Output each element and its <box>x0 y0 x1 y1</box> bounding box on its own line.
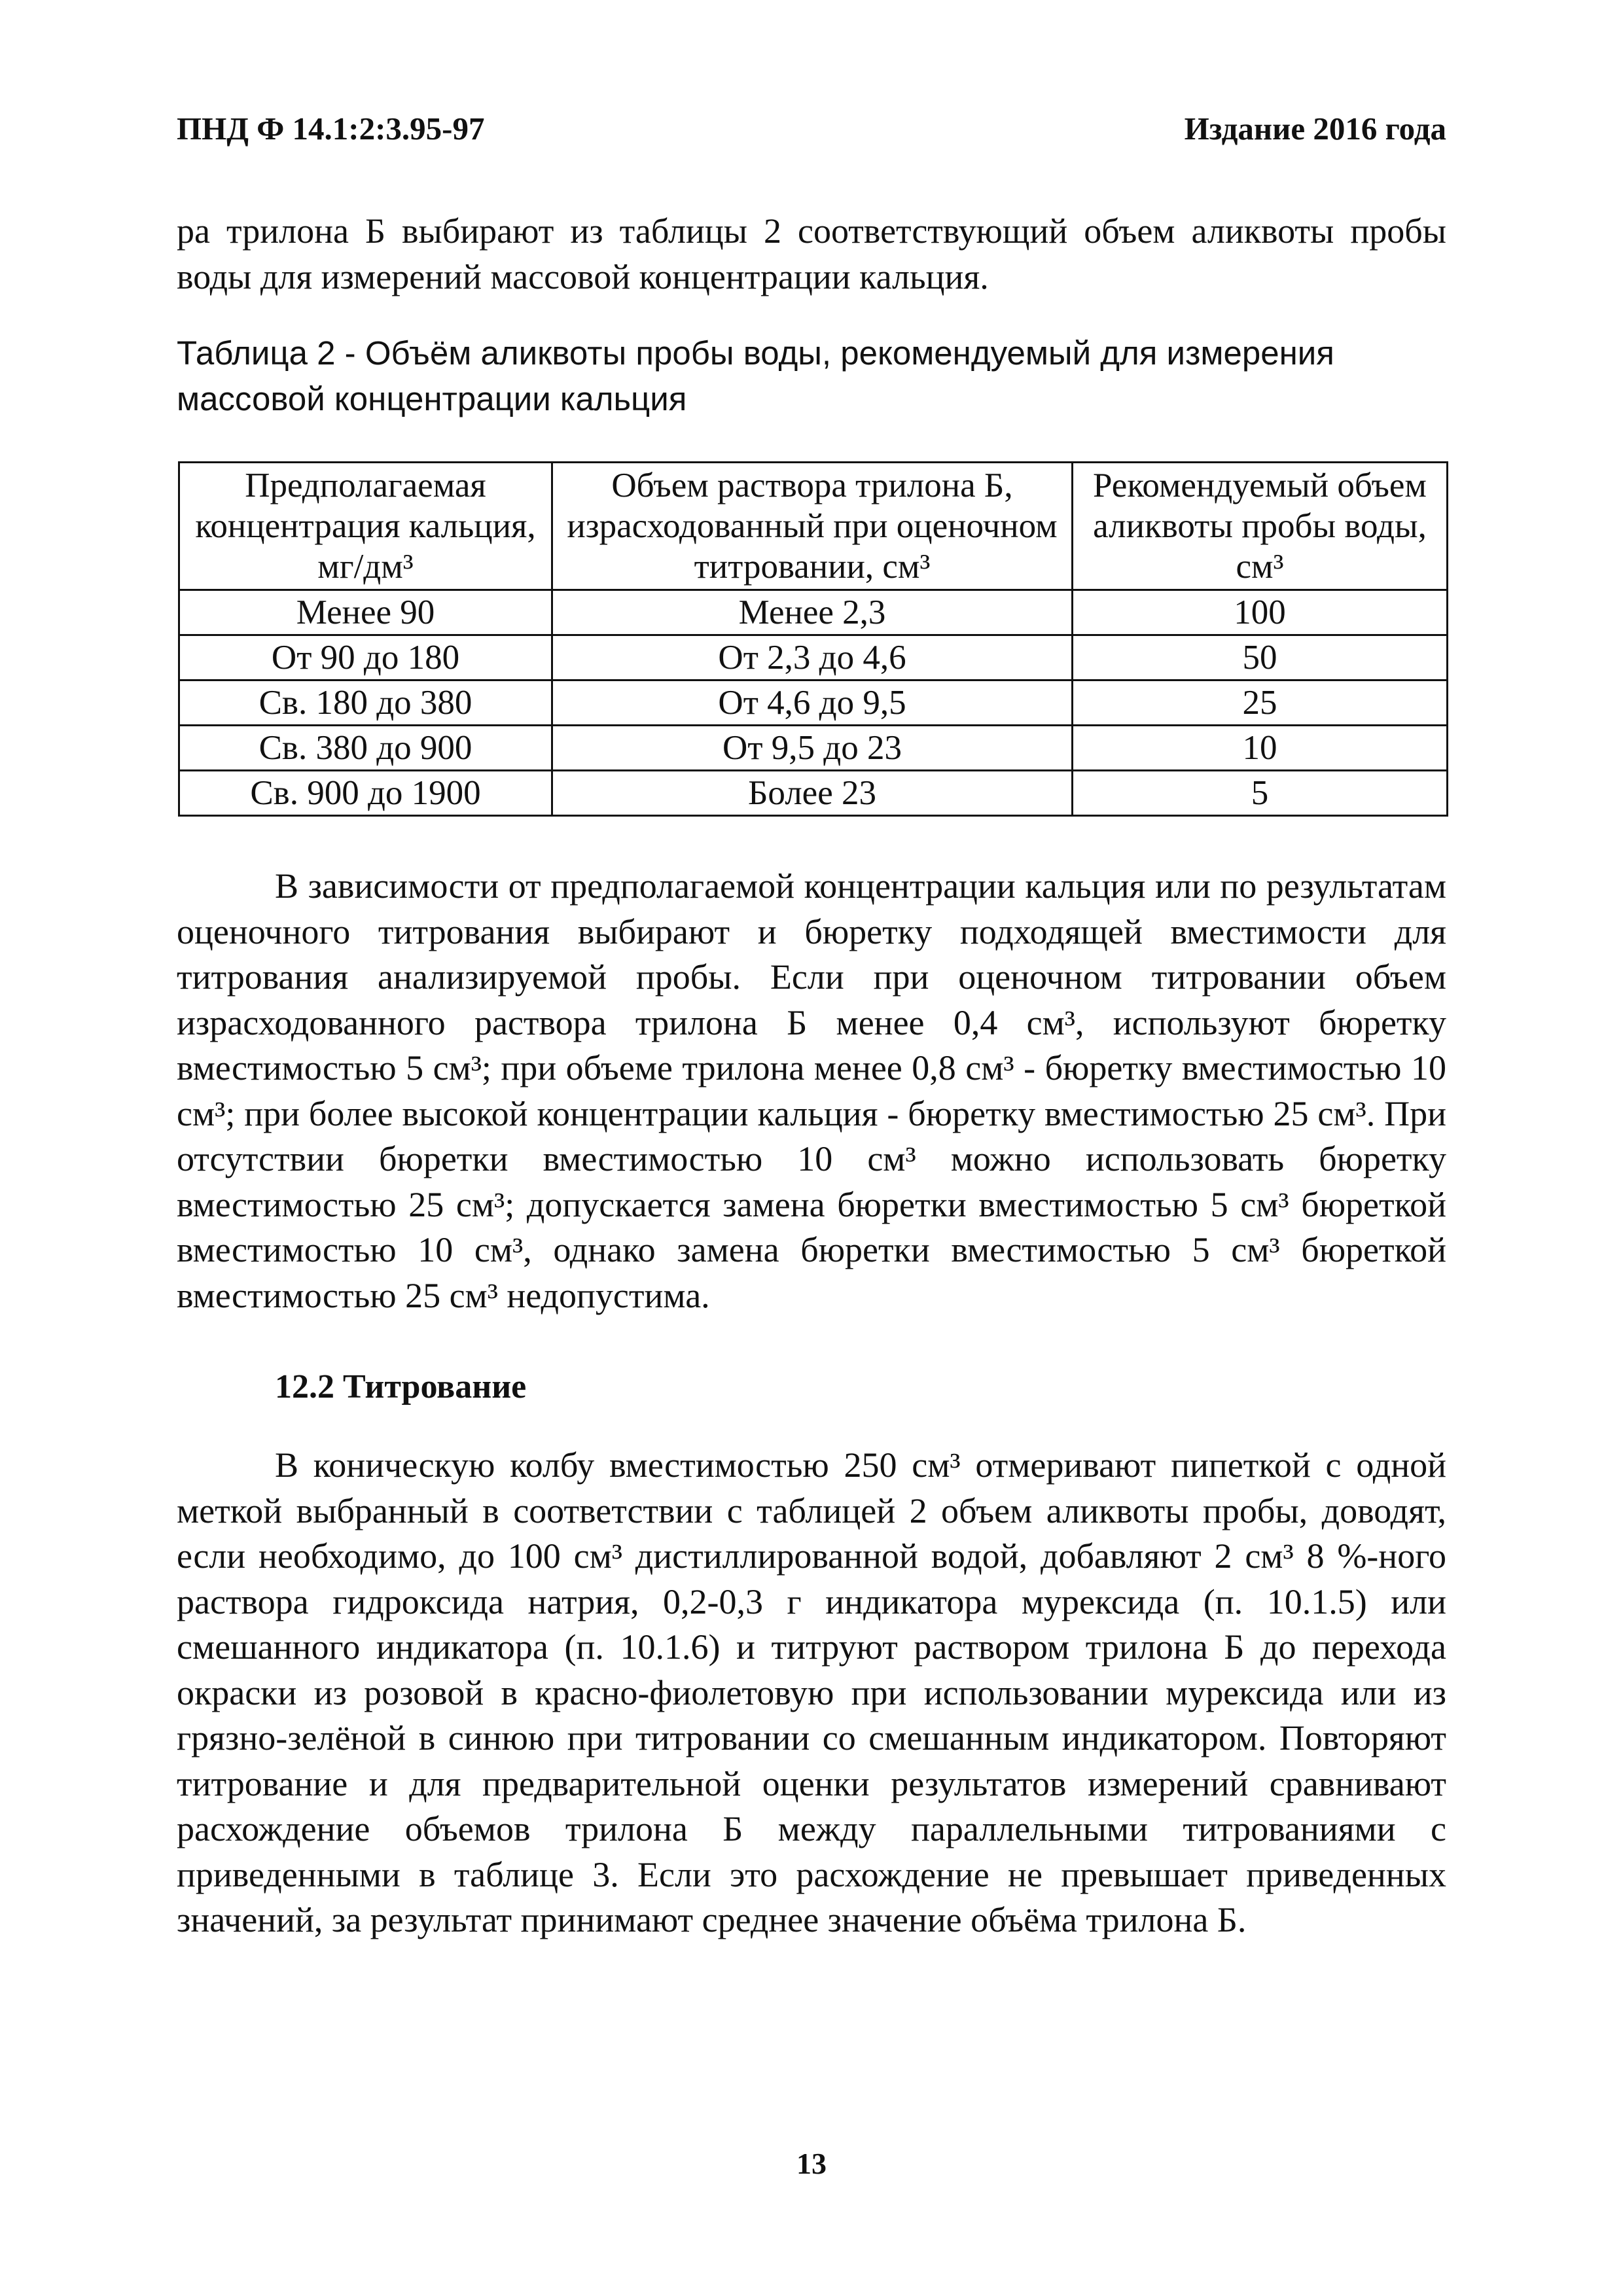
section-title: 12.2 Титрование <box>275 1368 527 1405</box>
table-cell: Св. 380 до 900 <box>179 726 552 771</box>
table-cell: От 4,6 до 9,5 <box>552 680 1073 726</box>
header-trilon-volume: Объем раствора трилона Б, израсходованный при оценочном титровании, см³ <box>552 463 1073 590</box>
table-cell: 10 <box>1073 726 1448 771</box>
document-page <box>177 0 1446 2296</box>
table-row <box>179 726 1448 771</box>
header-aliquot-volume: Рекомендуемый объем аликвоты пробы воды, см³ <box>1073 463 1448 590</box>
table-caption: Таблица 2 - Объём аликвоты пробы воды, рекомендуемый для измерения массовой концентрации кальция <box>177 334 1334 417</box>
table-cell: Более 23 <box>552 771 1073 816</box>
table-cell: От 90 до 180 <box>179 635 552 680</box>
table-header-row <box>179 463 1448 590</box>
table-row <box>179 771 1448 816</box>
page-number: 13 <box>796 2147 827 2180</box>
table-cell: Св. 180 до 380 <box>179 680 552 726</box>
document-code: ПНД Ф 14.1:2:3.95-97 <box>177 111 485 147</box>
table-cell: Менее 2,3 <box>552 590 1073 635</box>
burette-selection-paragraph: В зависимости от предполагаемой концентрации кальция или по результатам оценочного титрования выбирают и бюретку подходящей вместимости для титрования анализируемой пробы. Если при оценочном титровании объем израсходованного раствора трилона Б менее 0,4 см³, используют бюретку вместимостью 5 см³; при объеме трилона менее 0,8 см³ - бюретку вместимостью 10 см³; при более высокой концентрации кальция - бюретку вместимостью 25 см³. При отсутствии бюретки вместимостью 10 см³ можно использовать бюретку вместимостью 25 см³; допускается замена бюретки вместимостью 5 см³ бюреткой вместимостью 10 см³, однако замена бюретки вместимостью 5 см³ бюреткой вместимостью 25 см³ недопустима. <box>177 866 1446 1315</box>
page-header <box>177 110 1446 156</box>
table-cell: Св. 900 до 1900 <box>179 771 552 816</box>
table-cell: 5 <box>1073 771 1448 816</box>
table-cell: 25 <box>1073 680 1448 726</box>
table-cell: 50 <box>1073 635 1448 680</box>
aliquot-volume-table <box>178 461 1448 817</box>
table-row <box>179 590 1448 635</box>
table-row <box>179 680 1448 726</box>
edition-label: Издание 2016 года <box>1184 111 1446 147</box>
table-cell: 100 <box>1073 590 1448 635</box>
table-row <box>179 635 1448 680</box>
header-concentration: Предполагаемая концентрация кальция, мг/дм³ <box>179 463 552 590</box>
titration-paragraph: В коническую колбу вместимостью 250 см³ отмеривают пипеткой с одной меткой выбранный в соответствии с таблицей 2 объем аликвоты пробы, доводят, если необходимо, до 100 см³ дистиллированной водой, добавляют 2 см³ 8 %-ного раствора гидроксида натрия, 0,2-0,3 г индикатора мурексида (п. 10.1.5) или смешанного индикатора (п. 10.1.6) и титруют раствором трилона Б до перехода окраски из розовой в красно-фиолетовую при использовании мурексида или из грязно-зелёной в синюю при титровании со смешанным индикатором. Повторяют титрование и для предварительной оценки результатов измерений сравнивают расхождение объемов трилона Б между параллельными титрованиями с приведенными в таблице 3. Если это расхождение не превышает приведенных значений, за результат принимают среднее значение объёма трилона Б. <box>177 1445 1446 1939</box>
table-cell: От 2,3 до 4,6 <box>552 635 1073 680</box>
table-cell: От 9,5 до 23 <box>552 726 1073 771</box>
intro-paragraph: ра трилона Б выбирают из таблицы 2 соответствующий объем аликвоты пробы воды для измерений массовой концентрации кальция. <box>177 211 1446 296</box>
table-cell: Менее 90 <box>179 590 552 635</box>
